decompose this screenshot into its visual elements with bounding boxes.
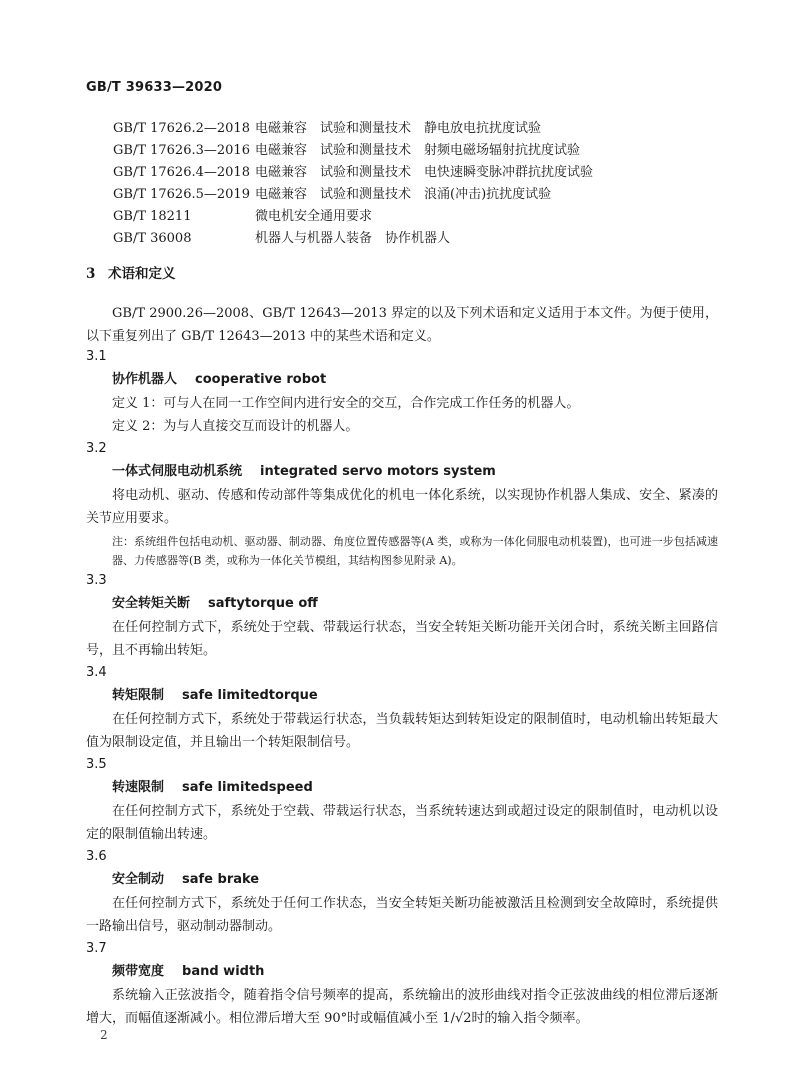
section-heading (86, 262, 176, 282)
reference-title: 微电机安全通用要求 (255, 209, 373, 224)
term-title-zh: 转矩限制 (112, 688, 165, 703)
reference-item (113, 184, 593, 206)
term-definition: 定义 2：为与人直接交互而设计的机器人。 (112, 419, 359, 434)
note-text: 系统组件包括电动机、驱动器、制动器、角度位置传感器等(A 类，或称为一体化伺服电动机装置)，也可进一步包括减速器、力传感器等(B 类，或称为一体化关节模组，其结构图参见附录 A)。 (112, 535, 718, 567)
reference-title: 电磁兼容 试验和测量技术 射频电磁场辐射抗扰度试验 (255, 143, 581, 158)
term-title (86, 592, 718, 616)
term-title-en: band width (182, 964, 265, 979)
reference-code: GB/T 17626.3—2016 (113, 143, 250, 158)
term-entry (86, 938, 718, 1030)
term-definition: 将电动机、驱动、传感和传动部件等集成优化的机电一体化系统，以实现协作机器人集成、安全、紧凑的关节应用要求。 (86, 488, 718, 526)
section-intro: GB/T 2900.26—2008、GB/T 12643—2013 界定的以及下列术语和定义适用于本文件。为便于使用，以下重复列出了 GB/T 12643—2013 中的某些术语和定义。 (86, 306, 718, 344)
term-title (86, 960, 718, 984)
terms-list (86, 346, 718, 1030)
term-number: 3.1 (86, 349, 107, 364)
term-title-zh: 频带宽度 (112, 964, 165, 979)
reference-item (113, 162, 593, 184)
term-title-en: safe limitedtorque (182, 688, 318, 703)
term-definition: 在任何控制方式下，系统处于空载、带载运行状态，当安全转矩关断功能开关闭合时，系统关断主回路信号，且不再输出转矩。 (86, 620, 718, 658)
term-definition: 在任何控制方式下，系统处于带载运行状态，当负载转矩达到转矩设定的限制值时，电动机输出转矩最大值为限制设定值，并且输出一个转矩限制信号。 (86, 712, 718, 750)
term-number: 3.5 (86, 757, 107, 772)
term-definition: 定义 1：可与人在同一工作空间内进行安全的交互，合作完成工作任务的机器人。 (112, 396, 580, 411)
term-number: 3.6 (86, 849, 107, 864)
term-title-zh: 转速限制 (112, 780, 165, 795)
term-title-zh: 协作机器人 (112, 372, 178, 387)
reference-item (113, 228, 593, 250)
term-definition: 在任何控制方式下，系统处于任何工作状态，当安全转矩关断功能被激活且检测到安全故障时，系统提供一路输出信号，驱动制动器制动。 (86, 896, 718, 934)
term-number: 3.2 (86, 441, 107, 456)
reference-title: 电磁兼容 试验和测量技术 浪涌(冲击)抗扰度试验 (255, 187, 552, 202)
standard-code: GB/T 39633—2020 (86, 80, 223, 95)
reference-code: GB/T 18211 (113, 209, 192, 224)
note-label: 注： (112, 535, 134, 548)
term-title-en: safe limitedspeed (182, 780, 313, 795)
section-number: 3 (86, 266, 96, 282)
page-number: 2 (100, 1028, 108, 1042)
term-entry (86, 754, 718, 846)
term-title-zh: 一体式伺服电动机系统 (112, 464, 243, 479)
term-definition: 系统输入正弦波指令，随着指令信号频率的提高，系统输出的波形曲线对指令正弦波曲线的相位滞后逐渐增大，而幅值逐渐减小。相位滞后增大至 90°时或幅值减小至 1/√2时的输入指令频率。 (86, 988, 718, 1026)
term-number: 3.3 (86, 573, 107, 588)
term-definition: 在任何控制方式下，系统处于空载、带载运行状态，当系统转速达到或超过设定的限制值时，电动机以设定的限制值输出转速。 (86, 804, 718, 842)
term-note (86, 532, 718, 570)
term-number: 3.7 (86, 941, 107, 956)
term-entry (86, 662, 718, 754)
reference-item (113, 206, 593, 228)
term-entry (86, 438, 718, 570)
reference-code: GB/T 36008 (113, 231, 192, 246)
reference-title: 电磁兼容 试验和测量技术 静电放电抗扰度试验 (255, 121, 542, 136)
section-title: 术语和定义 (108, 266, 176, 282)
term-title-zh: 安全制动 (112, 872, 165, 887)
term-title (86, 368, 718, 392)
term-title (86, 684, 718, 708)
term-title-en: cooperative robot (195, 372, 327, 387)
term-entry (86, 346, 718, 438)
term-entry (86, 570, 718, 662)
reference-item (113, 118, 593, 140)
term-title-en: saftytorque off (208, 596, 318, 611)
term-entry (86, 846, 718, 938)
reference-item (113, 140, 593, 162)
term-title (86, 460, 718, 484)
reference-code: GB/T 17626.4—2018 (113, 165, 250, 180)
reference-title: 电磁兼容 试验和测量技术 电快速瞬变脉冲群抗扰度试验 (255, 165, 594, 180)
reference-code: GB/T 17626.2—2018 (113, 121, 250, 136)
term-title-en: integrated servo motors system (260, 464, 496, 479)
term-title-en: safe brake (182, 872, 260, 887)
term-number: 3.4 (86, 665, 107, 680)
normative-references-list (113, 118, 593, 250)
term-title-zh: 安全转矩关断 (112, 596, 191, 611)
term-title (86, 776, 718, 800)
term-title (86, 868, 718, 892)
reference-title: 机器人与机器人装备 协作机器人 (255, 231, 451, 246)
reference-code: GB/T 17626.5—2019 (113, 187, 250, 202)
